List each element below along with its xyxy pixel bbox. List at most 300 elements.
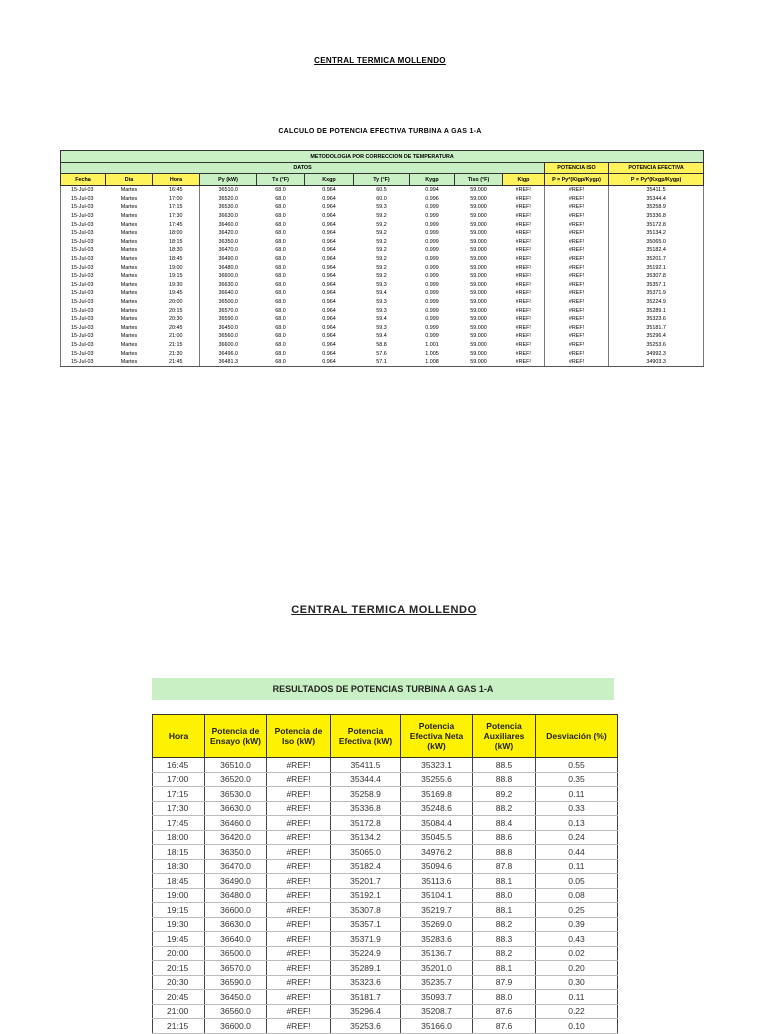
table-cell: 1.001: [425, 341, 439, 348]
table-cell: 59.000: [470, 230, 487, 237]
column-header: Kxgp: [305, 174, 354, 186]
table-cell: #REF!: [545, 289, 609, 298]
table-cell: 88.1: [473, 903, 536, 918]
methodology-header: METODOLOGIA POR CORRECCION DE TEMPERATURA: [61, 151, 704, 163]
table-cell: #REF!: [267, 990, 331, 1005]
table-cell: 35094.6: [401, 859, 473, 874]
table-cell: 0.08: [536, 888, 618, 903]
table-cell: 0.964: [322, 256, 336, 263]
table-cell: 59.000: [470, 204, 487, 211]
table-cell: 88.8: [473, 845, 536, 860]
table-cell: 36600.0: [218, 273, 238, 280]
table-cell: 59.3: [376, 281, 387, 288]
table-cell: 18:15: [153, 238, 200, 247]
table-cell: 88.0: [473, 888, 536, 903]
table-cell: #REF!: [503, 263, 545, 272]
table-cell: 0.964: [322, 273, 336, 280]
table-cell: 35224.9: [331, 946, 401, 961]
table-cell: 0.964: [322, 247, 336, 254]
table-cell: 15-Jul-03: [61, 229, 106, 238]
table-cell: #REF!: [503, 186, 545, 195]
table-cell: 36590.0: [205, 975, 267, 990]
table-cell: 89.2: [473, 787, 536, 802]
table-cell: 59.2: [376, 273, 387, 280]
table-cell: #REF!: [503, 203, 545, 212]
table-cell: 88.8: [473, 772, 536, 787]
table-cell: Martes: [120, 333, 138, 340]
table-cell: #REF!: [545, 349, 609, 358]
table-cell: 0.964: [322, 238, 336, 245]
table-cell: 19:15: [153, 272, 200, 281]
column-header: Potencia Efectiva (kW): [331, 715, 401, 758]
table-cell: 35357.1: [609, 281, 704, 290]
table-cell: 36500.0: [218, 299, 238, 306]
table-row: [61, 229, 704, 238]
table-cell: 15-Jul-03: [61, 195, 106, 204]
table-cell: 59.3: [376, 307, 387, 314]
table-cell: 15-Jul-03: [61, 186, 106, 195]
table-cell: 35201.7: [331, 874, 401, 889]
table-cell: 35248.6: [401, 801, 473, 816]
table-cell: 35357.1: [331, 917, 401, 932]
table-cell: 0.999: [425, 221, 439, 228]
table-cell: 59.000: [470, 238, 487, 245]
table-cell: 36600.0: [205, 1019, 267, 1034]
table-cell: 0.964: [322, 187, 336, 194]
table-cell: 0.999: [425, 264, 439, 271]
table-cell: 0.964: [322, 316, 336, 323]
table-cell: 68.0: [275, 273, 286, 280]
results-title: CENTRAL TERMICA MOLLENDO: [291, 604, 477, 616]
table-row: [153, 772, 618, 787]
table-cell: 36490.0: [205, 874, 267, 889]
table-cell: 0.964: [322, 350, 336, 357]
table-row: [61, 220, 704, 229]
table-cell: Martes: [120, 307, 138, 314]
table-cell: 35045.5: [401, 830, 473, 845]
table-cell: 36640.0: [218, 290, 238, 297]
table-cell: 59.000: [470, 213, 487, 220]
table-cell: 88.2: [473, 917, 536, 932]
table-cell: 88.5: [473, 758, 536, 773]
table-cell: 57.6: [376, 350, 387, 357]
table-cell: 59.4: [376, 316, 387, 323]
table-cell: #REF!: [545, 332, 609, 341]
table-cell: 88.6: [473, 830, 536, 845]
table-cell: 59.000: [470, 324, 487, 331]
table-cell: 21:00: [153, 1004, 205, 1019]
table-cell: 36630.0: [205, 801, 267, 816]
table-cell: 36510.0: [218, 187, 238, 194]
table-cell: 35084.4: [401, 816, 473, 831]
table-cell: 35181.7: [331, 990, 401, 1005]
table-cell: 59.000: [470, 273, 487, 280]
table-cell: 59.2: [376, 264, 387, 271]
table-cell: #REF!: [545, 281, 609, 290]
table-cell: 20:30: [153, 975, 205, 990]
table-cell: 59.2: [376, 230, 387, 237]
table-cell: 35134.2: [609, 229, 704, 238]
table-cell: 15-Jul-03: [61, 255, 106, 264]
table-row: [153, 830, 618, 845]
table-cell: 0.999: [425, 299, 439, 306]
table-cell: 36350.0: [205, 845, 267, 860]
table-cell: 35411.5: [331, 758, 401, 773]
table-cell: 59.000: [470, 299, 487, 306]
table-cell: #REF!: [267, 874, 331, 889]
table-cell: #REF!: [503, 255, 545, 264]
table-cell: 0.964: [322, 324, 336, 331]
table-row: [61, 324, 704, 333]
table-row: [153, 845, 618, 860]
table-cell: 35169.8: [401, 787, 473, 802]
table-cell: #REF!: [503, 238, 545, 247]
table-cell: Martes: [120, 324, 138, 331]
table-cell: Martes: [120, 256, 138, 263]
table-cell: 0.24: [536, 830, 618, 845]
table-cell: 0.994: [425, 187, 439, 194]
table-cell: 19:15: [153, 903, 205, 918]
table-cell: 68.0: [275, 316, 286, 323]
table-cell: 34992.3: [609, 349, 704, 358]
table-cell: #REF!: [545, 315, 609, 324]
table-cell: 19:00: [153, 263, 200, 272]
table-cell: 35289.1: [331, 961, 401, 976]
table-cell: 35344.4: [609, 195, 704, 204]
table-cell: #REF!: [267, 845, 331, 860]
table-cell: 20:15: [153, 306, 200, 315]
column-header: Potencia Auxiliares (kW): [473, 715, 536, 758]
table-cell: Martes: [120, 281, 138, 288]
table-row: [61, 212, 704, 221]
table-cell: #REF!: [545, 203, 609, 212]
table-cell: 36630.0: [218, 213, 238, 220]
table-cell: 21:45: [153, 358, 200, 367]
table-cell: #REF!: [503, 246, 545, 255]
column-header: Hora: [153, 715, 205, 758]
table-cell: 0.22: [536, 1004, 618, 1019]
table-cell: Martes: [120, 273, 138, 280]
table-cell: 35307.8: [331, 903, 401, 918]
potencia-iso-header: POTENCIA ISO: [545, 163, 609, 174]
table-cell: 59.000: [470, 350, 487, 357]
table-cell: #REF!: [503, 289, 545, 298]
table-cell: 0.964: [322, 281, 336, 288]
table-cell: 35344.4: [331, 772, 401, 787]
table-cell: 0.25: [536, 903, 618, 918]
table-cell: 0.11: [536, 859, 618, 874]
table-cell: 36560.0: [205, 1004, 267, 1019]
column-header: Potencia Efectiva Neta (kW): [401, 715, 473, 758]
table-cell: 20:30: [153, 315, 200, 324]
table-cell: 87.8: [473, 859, 536, 874]
table-cell: #REF!: [267, 888, 331, 903]
table-cell: 0.33: [536, 801, 618, 816]
table-cell: 35134.2: [331, 830, 401, 845]
table-cell: 35323.6: [331, 975, 401, 990]
table-cell: 17:15: [153, 203, 200, 212]
table-cell: 15-Jul-03: [61, 238, 106, 247]
table-cell: 0.999: [425, 273, 439, 280]
table-cell: 68.0: [275, 264, 286, 271]
table-cell: 59.4: [376, 290, 387, 297]
table-cell: 88.4: [473, 816, 536, 831]
table-cell: 59.3: [376, 204, 387, 211]
table-cell: 0.964: [322, 290, 336, 297]
table-cell: #REF!: [267, 903, 331, 918]
table-cell: 20:45: [153, 324, 200, 333]
table-cell: 59.000: [470, 187, 487, 194]
table-cell: 88.2: [473, 801, 536, 816]
table-cell: 36630.0: [205, 917, 267, 932]
table-cell: 0.11: [536, 990, 618, 1005]
table-row: [153, 975, 618, 990]
table-cell: 57.1: [354, 358, 410, 367]
table-cell: 58.8: [376, 341, 387, 348]
table-cell: 68.0: [275, 256, 286, 263]
table-cell: 68.0: [275, 333, 286, 340]
table-cell: Martes: [120, 316, 138, 323]
table-cell: 35411.5: [609, 186, 704, 195]
table-row: [153, 874, 618, 889]
table-cell: #REF!: [545, 324, 609, 333]
table-cell: 68.0: [275, 238, 286, 245]
table-row: [153, 961, 618, 976]
table-cell: 68.0: [275, 299, 286, 306]
table-cell: #REF!: [545, 255, 609, 264]
table-cell: 36450.0: [205, 990, 267, 1005]
table-cell: Martes: [120, 187, 138, 194]
table-cell: 68.0: [275, 290, 286, 297]
table-cell: 35208.7: [401, 1004, 473, 1019]
table-cell: 1.005: [425, 350, 439, 357]
table-row: [61, 349, 704, 358]
table-cell: #REF!: [545, 212, 609, 221]
table-cell: 15-Jul-03: [61, 289, 106, 298]
table-cell: 35269.0: [401, 917, 473, 932]
table-cell: 20:00: [153, 298, 200, 307]
table-cell: 35224.9: [609, 298, 704, 307]
table-cell: 36510.0: [205, 758, 267, 773]
table-cell: 0.999: [425, 256, 439, 263]
table-cell: 59.2: [376, 213, 387, 220]
table-row: [153, 932, 618, 947]
table-cell: 19:45: [153, 932, 205, 947]
column-header: P = Py*(Kigp/Kygp): [545, 174, 609, 186]
table-cell: 35258.9: [609, 203, 704, 212]
table-cell: 20:00: [153, 946, 205, 961]
table-cell: 17:45: [153, 816, 205, 831]
table-cell: 35192.1: [331, 888, 401, 903]
table-cell: 0.05: [536, 874, 618, 889]
table-cell: 0.44: [536, 845, 618, 860]
table-cell: 0.999: [425, 281, 439, 288]
table-cell: 21:15: [153, 1019, 205, 1034]
table-cell: 35201.0: [401, 961, 473, 976]
table-cell: 0.39: [536, 917, 618, 932]
table-cell: 36496.0: [218, 350, 238, 357]
table-cell: #REF!: [545, 358, 609, 367]
table-cell: 0.999: [425, 247, 439, 254]
table-cell: 59.2: [376, 256, 387, 263]
table-row: [61, 255, 704, 264]
table-cell: 0.43: [536, 932, 618, 947]
page-title: CENTRAL TERMICA MOLLENDO: [314, 56, 446, 65]
table-row: [61, 263, 704, 272]
table-cell: 0.964: [322, 195, 336, 202]
table-cell: 36530.0: [205, 787, 267, 802]
table-cell: 59.2: [376, 247, 387, 254]
table-cell: #REF!: [545, 186, 609, 195]
table-cell: #REF!: [503, 212, 545, 221]
table-cell: 59.000: [455, 358, 503, 367]
table-cell: 15-Jul-03: [61, 212, 106, 221]
table-cell: 36520.0: [205, 772, 267, 787]
datos-header: DATOS: [61, 163, 545, 174]
table-cell: 17:30: [153, 801, 205, 816]
table-cell: 88.1: [473, 874, 536, 889]
table-cell: 34976.2: [401, 845, 473, 860]
table-cell: #REF!: [267, 1019, 331, 1034]
table-cell: 0.10: [536, 1019, 618, 1034]
table-cell: 17:45: [153, 220, 200, 229]
table-cell: 68.0: [275, 247, 286, 254]
table-row: [61, 358, 704, 367]
table-cell: 59.000: [470, 256, 487, 263]
table-cell: #REF!: [267, 816, 331, 831]
table-cell: 35182.4: [609, 246, 704, 255]
table-cell: 0.996: [425, 195, 439, 202]
table-cell: #REF!: [545, 298, 609, 307]
table-cell: #REF!: [545, 306, 609, 315]
table-cell: 35289.1: [609, 306, 704, 315]
table-cell: Martes: [120, 247, 138, 254]
table-cell: 59.000: [470, 247, 487, 254]
table-cell: 35166.0: [401, 1019, 473, 1034]
table-cell: #REF!: [545, 263, 609, 272]
table-cell: #REF!: [545, 246, 609, 255]
table-cell: Martes: [120, 238, 138, 245]
table-cell: 15-Jul-03: [61, 324, 106, 333]
table-cell: 18:30: [153, 246, 200, 255]
table-cell: 36481.3: [200, 358, 257, 367]
table-cell: 0.999: [425, 290, 439, 297]
table-cell: 88.1: [473, 961, 536, 976]
column-header: Hora: [153, 174, 200, 186]
column-header: Potencia de Iso (kW): [267, 715, 331, 758]
table-cell: 0.11: [536, 787, 618, 802]
table-cell: 0.999: [425, 213, 439, 220]
table-cell: 68.0: [275, 195, 286, 202]
table-cell: #REF!: [267, 772, 331, 787]
table-cell: 15-Jul-03: [61, 349, 106, 358]
table-cell: #REF!: [267, 787, 331, 802]
table-cell: #REF!: [545, 272, 609, 281]
table-row: [61, 298, 704, 307]
table-cell: 59.3: [376, 299, 387, 306]
table-cell: 35113.6: [401, 874, 473, 889]
table-cell: 35336.8: [331, 801, 401, 816]
table-cell: #REF!: [267, 975, 331, 990]
table-row: [61, 289, 704, 298]
table-cell: 0.964: [322, 221, 336, 228]
table-cell: 0.964: [322, 213, 336, 220]
table-cell: 15-Jul-03: [61, 358, 106, 367]
table-cell: 59.2: [376, 221, 387, 228]
table-cell: Martes: [120, 350, 138, 357]
table-cell: 35136.7: [401, 946, 473, 961]
table-cell: 15-Jul-03: [61, 263, 106, 272]
table-cell: 36450.0: [218, 324, 238, 331]
table-cell: 88.3: [473, 932, 536, 947]
table-cell: Martes: [120, 221, 138, 228]
table-row: [153, 917, 618, 932]
table-cell: 0.999: [425, 307, 439, 314]
table-cell: 59.000: [470, 290, 487, 297]
table-cell: 36630.0: [218, 281, 238, 288]
table-row: [153, 1019, 618, 1034]
table-cell: 0.55: [536, 758, 618, 773]
table-cell: 36560.0: [218, 333, 238, 340]
table-cell: 59.000: [470, 264, 487, 271]
table-row: [61, 306, 704, 315]
table-cell: 36480.0: [205, 888, 267, 903]
table-cell: 68.0: [275, 281, 286, 288]
table-cell: #REF!: [267, 859, 331, 874]
calculation-table: [60, 150, 704, 367]
table-row: [61, 341, 704, 350]
table-cell: 68.0: [275, 307, 286, 314]
table-cell: 68.0: [275, 213, 286, 220]
table-cell: 36460.0: [205, 816, 267, 831]
table-cell: 15-Jul-03: [61, 220, 106, 229]
table-cell: 36570.0: [218, 307, 238, 314]
table-cell: 68.0: [275, 230, 286, 237]
table-row: [153, 787, 618, 802]
table-cell: #REF!: [503, 358, 545, 367]
table-cell: 68.0: [275, 221, 286, 228]
table-cell: #REF!: [545, 220, 609, 229]
table-cell: 19:30: [153, 917, 205, 932]
table-row: [153, 888, 618, 903]
column-header: P = Py*(Kxgp/Kygp): [609, 174, 704, 186]
table-row: [153, 1004, 618, 1019]
table-cell: 15-Jul-03: [61, 272, 106, 281]
table-row: [153, 903, 618, 918]
table-cell: 0.964: [322, 264, 336, 271]
table-cell: 36590.0: [218, 316, 238, 323]
table-row: [153, 859, 618, 874]
table-cell: 0.35: [536, 772, 618, 787]
table-cell: #REF!: [267, 830, 331, 845]
table-cell: 0.999: [425, 204, 439, 211]
table-cell: 36470.0: [218, 247, 238, 254]
table-cell: #REF!: [545, 195, 609, 204]
table-cell: 36640.0: [205, 932, 267, 947]
table-cell: Martes: [120, 264, 138, 271]
table-cell: 35065.0: [331, 845, 401, 860]
table-cell: 15-Jul-03: [61, 281, 106, 290]
table-cell: 68.0: [275, 350, 286, 357]
table-cell: #REF!: [267, 1004, 331, 1019]
table-cell: 59.4: [376, 333, 387, 340]
column-header: Py (kW): [200, 174, 257, 186]
table-cell: #REF!: [503, 272, 545, 281]
table-cell: 17:15: [153, 787, 205, 802]
table-row: [153, 946, 618, 961]
table-cell: 60.0: [376, 195, 387, 202]
table-cell: Martes: [120, 341, 138, 348]
